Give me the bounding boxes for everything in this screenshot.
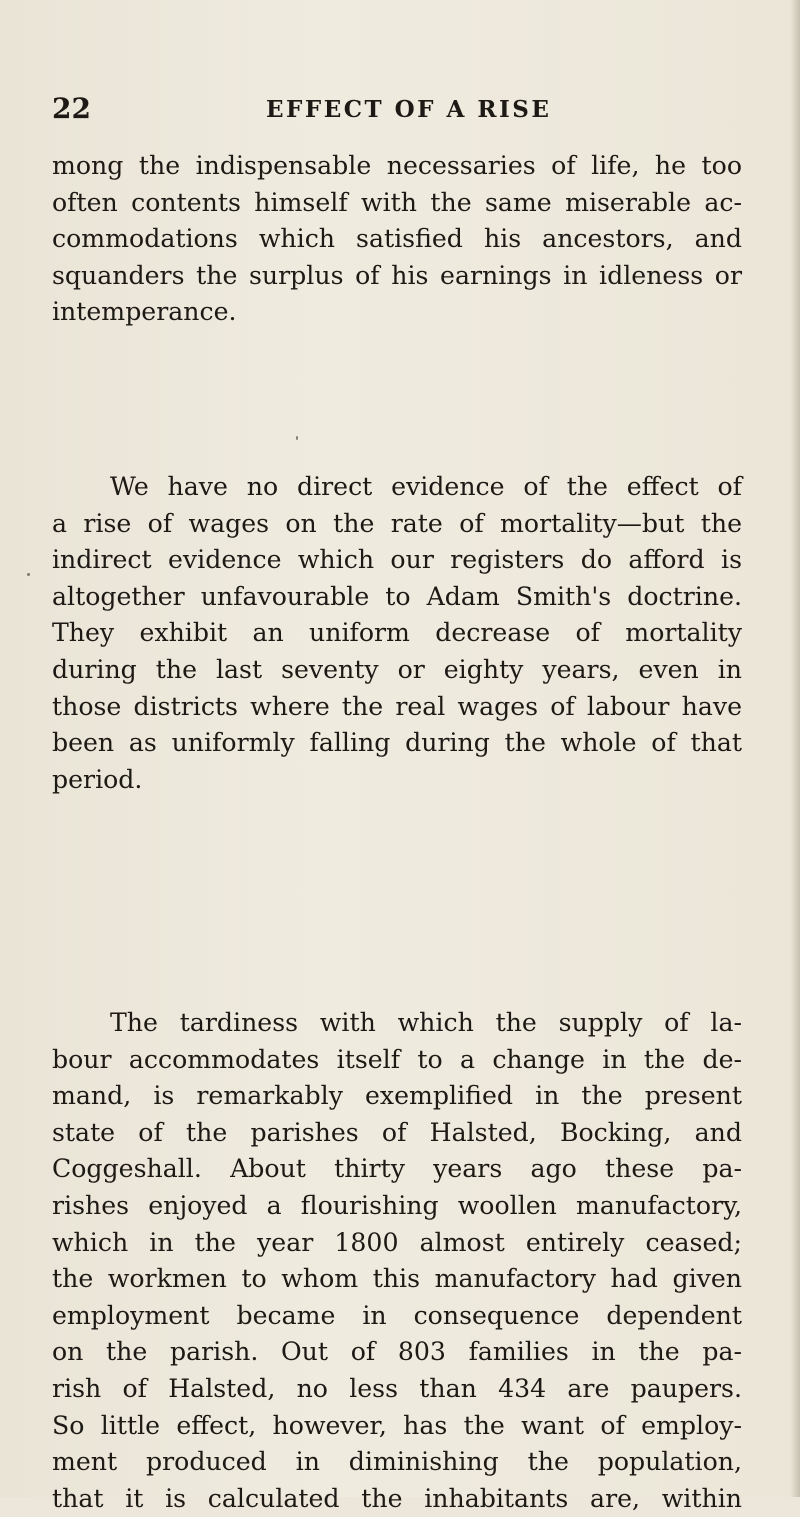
text-line: commodations which satisfied his ancestors, and	[52, 224, 742, 254]
text-line: intemperance.	[52, 297, 237, 327]
paragraph-3	[52, 1005, 742, 1517]
paragraph-2	[52, 469, 742, 798]
text-line: on the parish. Out of 803 families in the pa-	[52, 1337, 742, 1367]
paragraph-1	[52, 148, 742, 331]
text-line: mand, is remarkably exemplified in the present	[52, 1081, 742, 1111]
text-line: a rise of wages on the rate of mortality—but the	[52, 508, 742, 538]
text-line: those districts where the real wages of labour have	[52, 691, 742, 721]
text-line: period.	[52, 764, 143, 794]
text-line: that it is calculated the inhabitants are, within	[52, 1483, 742, 1513]
text-line: indirect evidence which our registers do afford is	[52, 545, 742, 575]
text-line: squanders the surplus of his earnings in idleness or	[52, 260, 742, 290]
text-line: rishes enjoyed a flourishing woollen manufactory,	[52, 1190, 742, 1220]
text-line: ment produced in diminishing the population,	[52, 1447, 742, 1477]
text-line: employment became in consequence dependent	[52, 1300, 742, 1330]
text-line: mong the indispensable necessaries of life, he too	[52, 151, 742, 180]
ink-speck	[27, 573, 30, 576]
text-line: They exhibit an uniform decrease of mortality	[52, 618, 742, 648]
text-line: often contents himself with the same miserable ac-	[52, 187, 742, 217]
text-line: the workmen to whom this manufactory had given	[52, 1264, 742, 1294]
text-line: been as uniformly falling during the whole of that	[52, 728, 742, 758]
page-number: 22	[52, 92, 91, 125]
page-header	[0, 92, 800, 136]
page-edge-shadow	[790, 0, 800, 1497]
text-line: So little effect, however, has the want of employ-	[52, 1410, 742, 1440]
text-line: bour accommodates itself to a change in the de-	[52, 1044, 742, 1074]
ink-speck	[296, 436, 298, 440]
running-title: EFFECT OF A RISE	[266, 96, 552, 123]
text-line: We have no direct evidence of the effect of	[110, 472, 742, 501]
text-line: rish of Halsted, no less than 434 are paupers.	[52, 1373, 742, 1403]
text-line: The tardiness with which the supply of la-	[110, 1008, 742, 1037]
text-line: Coggeshall. About thirty years ago these pa-	[52, 1154, 742, 1184]
text-line: altogether unfavourable to Adam Smith's doctrine.	[52, 581, 742, 611]
text-line: during the last seventy or eighty years, even in	[52, 654, 742, 684]
text-line: which in the year 1800 almost entirely ceased;	[52, 1227, 742, 1257]
text-line: state of the parishes of Halsted, Bocking, and	[52, 1117, 742, 1147]
